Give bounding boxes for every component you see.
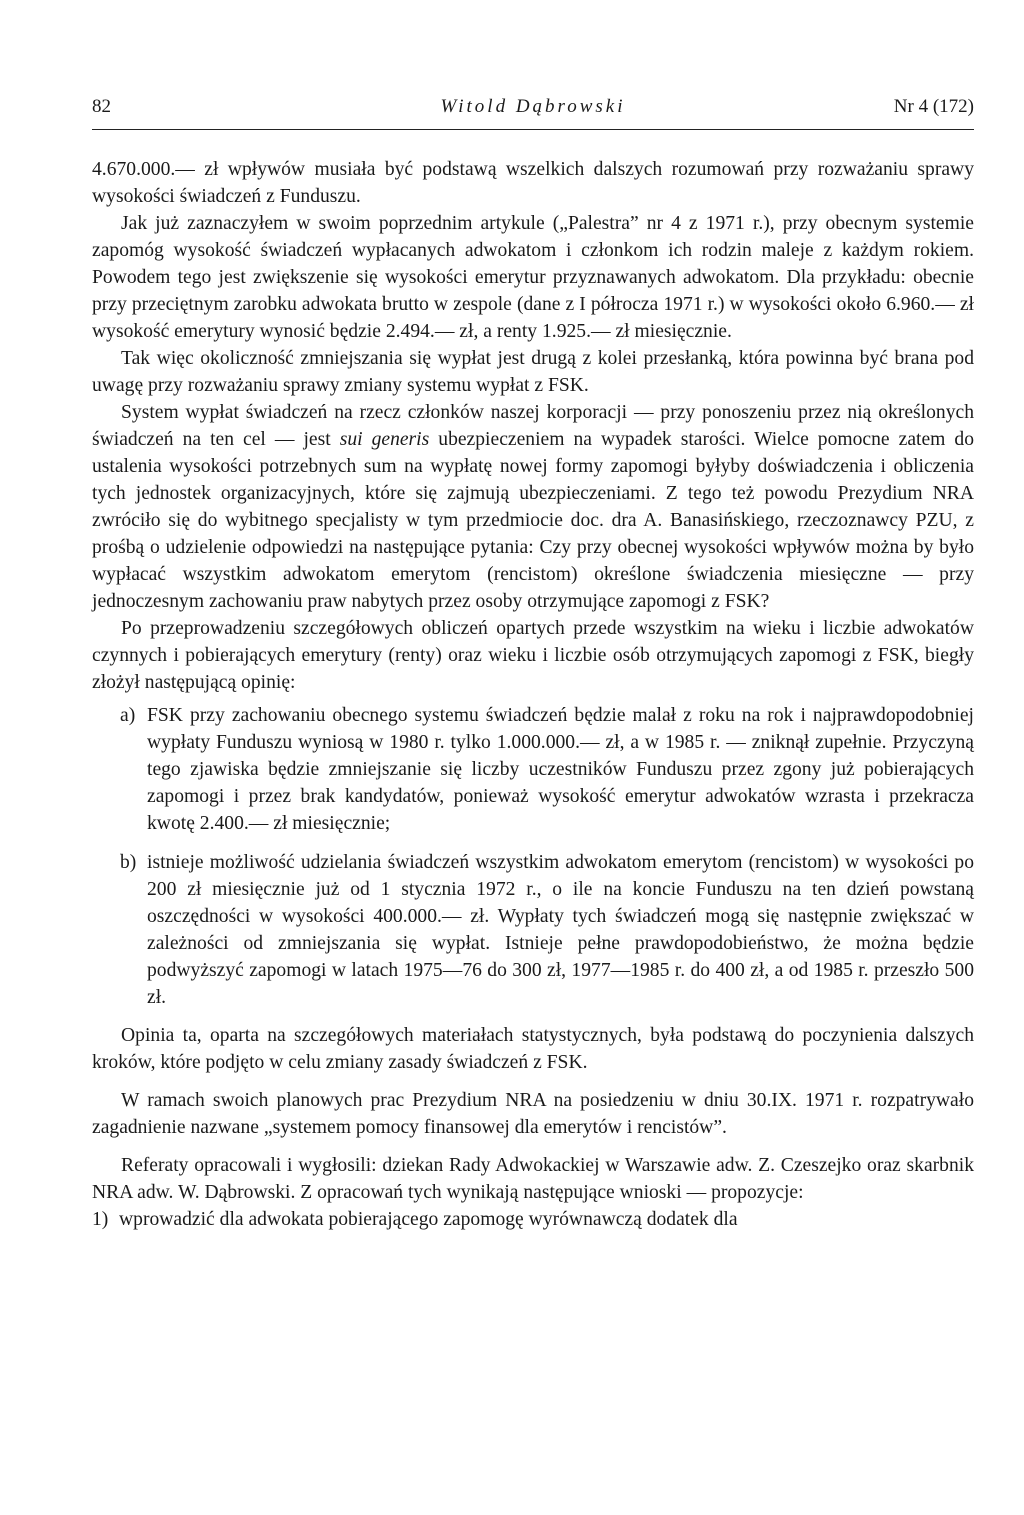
paragraph: Tak więc okoliczność zmniejszania się wypłat jest drugą z kolei przesłanką, która powinna być brana pod uwagę przy rozważaniu sprawy zmiany systemu wypłat z FSK. <box>92 348 974 396</box>
opinion-item-a <box>92 702 974 837</box>
running-head-author: Witold Dąbrowski <box>440 96 626 117</box>
issue-number: Nr 4 (172) <box>893 96 974 117</box>
list-marker: 1) <box>92 1209 109 1230</box>
paragraph: Opinia ta, oparta na szczegółowych materiałach statystycznych, była podstawą do poczynienia dalszych kroków, które podjęto w celu zmiany zasady świadczeń z FSK. <box>92 1025 974 1073</box>
opinion-item-b <box>92 849 974 1011</box>
list-item-text: wprowadzić dla adwokata pobierającego zapomogę wyrównawczą dodatek dla <box>119 1209 738 1230</box>
paragraph-text: System wypłat świadczeń na rzecz członków naszej korporacji — przy ponoszeniu przez nią określonych świadczeń na ten cel — jest <box>92 402 974 450</box>
running-head <box>92 96 974 126</box>
page-number: 82 <box>92 96 111 117</box>
paragraph: Referaty opracowali i wygłosili: dziekan Rady Adwokackiej w Warszawie adw. Z. Czeszejko oraz skarbnik NRA adw. W. Dąbrowski. Z opracowań tych wynikają następujące wnioski — propozycje: <box>92 1155 974 1203</box>
list-marker: b) <box>120 852 137 873</box>
paragraph: Po przeprowadzeniu szczegółowych obliczeń opartych przede wszystkim na wieku i liczbie adwokatów czynnych i pobierających emerytury (renty) oraz wieku i liczbie osób otrzymujących zapomogi z FSK, biegły złożył następującą opinię: <box>92 618 974 693</box>
paragraph-text: ubezpieczeniem na wypadek starości. Wielce pomocne zatem do ustalenia wysokości potrzebnych sum na wypłatę nowej formy zapomogi byłyby doświadczenia i obliczenia tych jednostek organizacyjnych, które się zajmują ubezpieczeniami. Z tego też powodu Prezydium NRA zwróciło się do wybitnego specjalisty w tym przedmiocie doc. dra A. Banasińskiego, rzeczoznawcy PZU, z prośbą o udzielenie odpowiedzi na następujące pytania: Czy przy obecnej wysokości wpływów można by było wypłacać wszystkim adwokatom emerytom (rencistom) określone świadczenia miesięczne — przy jednoczesnym zachowaniu praw nabytych przez osoby otrzymujące zapomogi z FSK? <box>92 429 974 612</box>
header-rule <box>92 129 974 130</box>
paragraph: W ramach swoich planowych prac Prezydium NRA na posiedzeniu w dniu 30.IX. 1971 r. rozpatrywało zagadnienie nazwane „systemem pomocy finansowej dla emerytów i rencistów”. <box>92 1090 974 1138</box>
italic-term: sui generis <box>339 429 430 450</box>
document-page <box>92 96 974 1233</box>
paragraph: 4.670.000.— zł wpływów musiała być podstawą wszelkich dalszych rozumowań przy rozważaniu sprawy wysokości świadczeń z Funduszu. <box>92 159 974 207</box>
proposal-item-1 <box>92 1206 974 1233</box>
paragraph <box>92 399 974 615</box>
list-item-text: istnieje możliwość udzielania świadczeń wszystkim adwokatom emerytom (rencistom) w wysokości po 200 zł miesięcznie już od 1 stycznia 1972 r., o ile na koncie Funduszu na ten dzień powstaną oszczędności w wysokości 400.000.— zł. Wypłaty tych świadczeń mogą się następnie zwiększać w zależności od zmniejszania się wypłat. Istnieje pełne prawdopodobieństwo, że można będzie podwyższyć zapomogi w latach 1975—76 do 300 zł, 1977—1985 r. do 400 zł, a od 1985 r. przeszło 500 zł. <box>147 852 974 1008</box>
list-item-text: FSK przy zachowaniu obecnego systemu świadczeń będzie malał z roku na rok i najprawdopodobniej wypłaty Funduszu wyniosą w 1980 r. tylko 1.000.000.— zł, a w 1985 r. — zniknął zupełnie. Przyczyną tego zjawiska będzie zmniejszanie się liczby uczestników Funduszu przez zgony już pobierających zapomogi i przez brak kandydatów, ponieważ wysokość emerytur adwokatów wzrasta i przekracza kwotę 2.400.— zł miesięcznie; <box>147 705 974 834</box>
list-marker: a) <box>120 705 136 726</box>
article-body <box>92 156 974 1233</box>
paragraph: Jak już zaznaczyłem w swoim poprzednim artykule („Palestra” nr 4 z 1971 r.), przy obecnym systemie zapomóg wysokość świadczeń wypłacanych adwokatom i członkom ich rodzin maleje z każdym rokiem. Powodem tego jest zwiększenie się wysokości emerytur przyznawanych adwokatom. Dla przykładu: obecnie przy przeciętnym zarobku adwokata brutto w zespole (dane z I półrocza 1971 r.) w wysokości około 6.960.— zł wysokość emerytury wynosić będzie 2.494.— zł, a renty 1.925.— zł miesięcznie. <box>92 213 974 342</box>
